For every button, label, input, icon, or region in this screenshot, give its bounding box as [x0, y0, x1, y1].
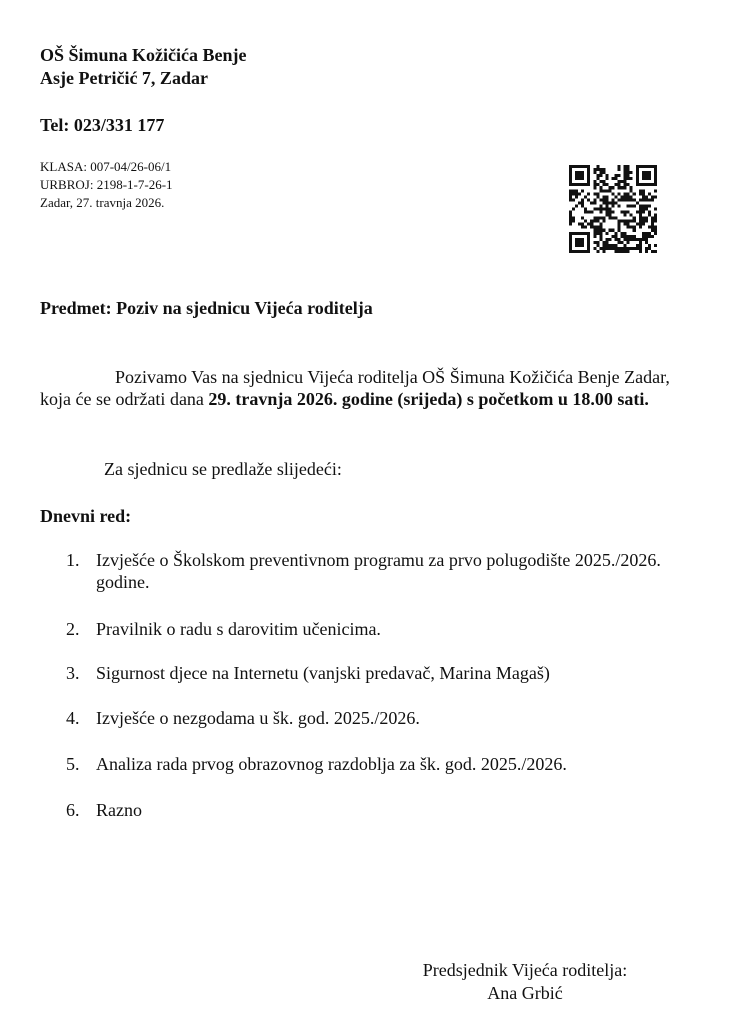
school-name: OŠ Šimuna Kožičića Benje: [40, 45, 247, 65]
school-address: Asje Petričić 7, Zadar: [40, 68, 208, 88]
subject-line: Predmet: Poziv na sjednicu Vijeća roditelja: [40, 298, 373, 318]
invitation-paragraph: [40, 366, 685, 410]
agenda-item-number: 1.: [66, 550, 80, 570]
urbroj: URBROJ: 2198-1-7-26-1: [40, 177, 173, 192]
agenda-item-text: Razno: [96, 800, 142, 820]
signature-role: Predsjednik Vijeća roditelja:: [422, 960, 628, 980]
place-date: Zadar, 27. travnja 2026.: [40, 195, 165, 210]
agenda-item-text: Izvješće o Školskom preventivnom programu za prvo polugodište 2025./2026. godine.: [96, 550, 661, 592]
invitation-text: Pozivamo Vas na sjednicu Vijeća roditelja OŠ Šimuna Kožičića Benje Zadar, koja će se održati dana: [40, 367, 670, 409]
agenda-title: Dnevni red:: [40, 506, 132, 526]
agenda-item-number: 4.: [66, 708, 80, 728]
agenda-item-text: Izvješće o nezgodama u šk. god. 2025./2026.: [96, 708, 420, 728]
agenda-item-text: Pravilnik o radu s darovitim učenicima.: [96, 619, 381, 639]
proposal-line: Za sjednicu se predlaže slijedeći:: [104, 459, 342, 479]
agenda-item-number: 3.: [66, 663, 80, 683]
agenda-item-number: 5.: [66, 754, 80, 774]
agenda-item-text: Analiza rada prvog obrazovnog razdoblja za šk. god. 2025./2026.: [96, 754, 567, 774]
agenda-item-number: 6.: [66, 800, 80, 820]
klasa: KLASA: 007-04/26-06/1: [40, 159, 172, 174]
school-phone: Tel: 023/331 177: [40, 115, 165, 135]
signature-name: Ana Grbić: [487, 983, 563, 1003]
agenda-item-text: Sigurnost djece na Internetu (vanjski predavač, Marina Magaš): [96, 663, 550, 683]
qr-code-icon: [569, 165, 657, 253]
agenda-item-number: 2.: [66, 619, 80, 639]
invitation-emphasis: 29. travnja 2026. godine (srijeda) s početkom u 18.00 sati.: [208, 389, 649, 409]
